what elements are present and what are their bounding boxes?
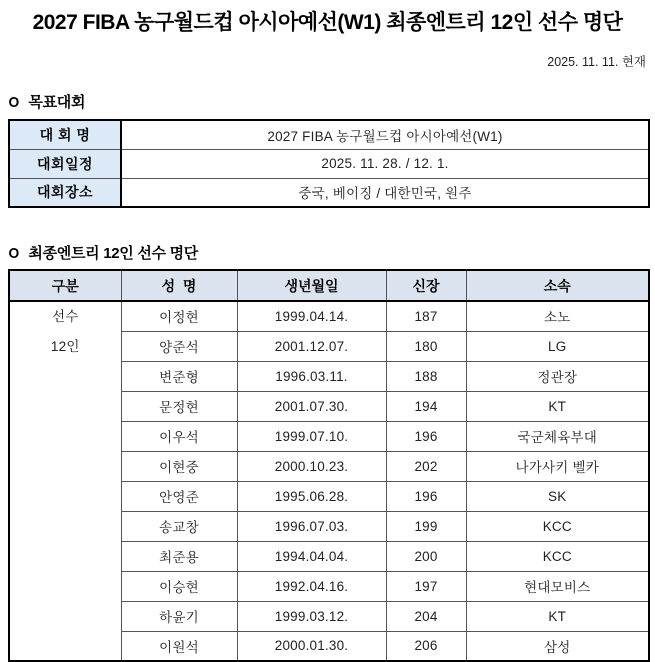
column-header-birthdate: 생년월일 xyxy=(237,270,386,301)
player-birthdate: 2000.01.30. xyxy=(237,631,386,661)
circle-bullet-icon: O xyxy=(8,94,19,111)
target-row-label: 대회일정 xyxy=(9,149,121,178)
player-team: SK xyxy=(466,481,649,511)
player-name: 최준용 xyxy=(121,541,237,571)
target-row-value: 중국, 베이징 / 대한민국, 원주 xyxy=(121,178,649,207)
target-table-row xyxy=(9,178,649,207)
column-header-name: 성 명 xyxy=(121,270,237,301)
player-team: 국군체육부대 xyxy=(466,421,649,451)
player-name: 이승현 xyxy=(121,571,237,601)
player-height: 199 xyxy=(386,511,466,541)
player-height: 188 xyxy=(386,361,466,391)
target-event-table xyxy=(8,119,650,208)
circle-bullet-icon: O xyxy=(8,245,19,262)
player-height: 197 xyxy=(386,571,466,601)
group-label-cell xyxy=(9,301,121,661)
player-name: 안영준 xyxy=(121,481,237,511)
target-table-body xyxy=(9,120,649,207)
player-birthdate: 2001.07.30. xyxy=(237,391,386,421)
player-birthdate: 2001.12.07. xyxy=(237,331,386,361)
player-birthdate: 1999.03.12. xyxy=(237,601,386,631)
player-height: 194 xyxy=(386,391,466,421)
section-heading-target-event xyxy=(8,94,655,112)
player-name: 하윤기 xyxy=(121,601,237,631)
player-birthdate: 1999.07.10. xyxy=(237,421,386,451)
document-title: 2027 FIBA 농구월드컵 아시아예선(W1) 최종엔트리 12인 선수 명단 xyxy=(32,11,623,34)
group-label-line: 선수 xyxy=(52,309,79,324)
player-birthdate: 1999.04.14. xyxy=(237,301,386,331)
player-birthdate: 1996.03.11. xyxy=(237,361,386,391)
roster-table xyxy=(8,269,650,662)
player-height: 206 xyxy=(386,631,466,661)
roster-header-row xyxy=(9,270,649,301)
player-team: 나가사키 벨카 xyxy=(466,451,649,481)
player-height: 187 xyxy=(386,301,466,331)
table-row xyxy=(9,301,649,331)
player-name: 이우석 xyxy=(121,421,237,451)
player-name: 송교창 xyxy=(121,511,237,541)
target-row-value: 2025. 11. 28. / 12. 1. xyxy=(121,149,649,178)
player-team: 삼성 xyxy=(466,631,649,661)
player-height: 196 xyxy=(386,421,466,451)
player-name: 이정현 xyxy=(121,301,237,331)
player-team: 소노 xyxy=(466,301,649,331)
target-row-value: 2027 FIBA 농구월드컵 아시아예선(W1) xyxy=(121,120,649,149)
player-team: KCC xyxy=(466,511,649,541)
player-name: 변준형 xyxy=(121,361,237,391)
player-birthdate: 1995.06.28. xyxy=(237,481,386,511)
roster-table-body xyxy=(9,301,649,661)
player-name: 이현중 xyxy=(121,451,237,481)
column-header-category: 구분 xyxy=(9,270,121,301)
player-height: 180 xyxy=(386,331,466,361)
target-table-row xyxy=(9,149,649,178)
player-team: KT xyxy=(466,391,649,421)
section-heading-roster-text: 최종엔트리 12인 선수 명단 xyxy=(28,245,198,262)
target-table-row xyxy=(9,120,649,149)
player-height: 200 xyxy=(386,541,466,571)
player-team: 현대모비스 xyxy=(466,571,649,601)
player-birthdate: 1996.07.03. xyxy=(237,511,386,541)
as-of-date: 2025. 11. 11. 현재 xyxy=(547,55,646,69)
player-birthdate: 1994.04.04. xyxy=(237,541,386,571)
player-team: 정관장 xyxy=(466,361,649,391)
player-team: KT xyxy=(466,601,649,631)
player-name: 양준석 xyxy=(121,331,237,361)
target-row-label: 대 회 명 xyxy=(9,120,121,149)
player-name: 이원석 xyxy=(121,631,237,661)
player-height: 204 xyxy=(386,601,466,631)
target-row-label: 대회장소 xyxy=(9,178,121,207)
player-team: LG xyxy=(466,331,649,361)
player-birthdate: 2000.10.23. xyxy=(237,451,386,481)
section-heading-target-event-text: 목표대회 xyxy=(28,94,86,111)
section-heading-roster xyxy=(8,245,655,263)
player-team: KCC xyxy=(466,541,649,571)
group-label-line: 12인 xyxy=(50,339,80,354)
column-header-height: 신장 xyxy=(386,270,466,301)
column-header-team: 소속 xyxy=(466,270,649,301)
player-birthdate: 1992.04.16. xyxy=(237,571,386,601)
player-height: 196 xyxy=(386,481,466,511)
player-height: 202 xyxy=(386,451,466,481)
player-name: 문정현 xyxy=(121,391,237,421)
